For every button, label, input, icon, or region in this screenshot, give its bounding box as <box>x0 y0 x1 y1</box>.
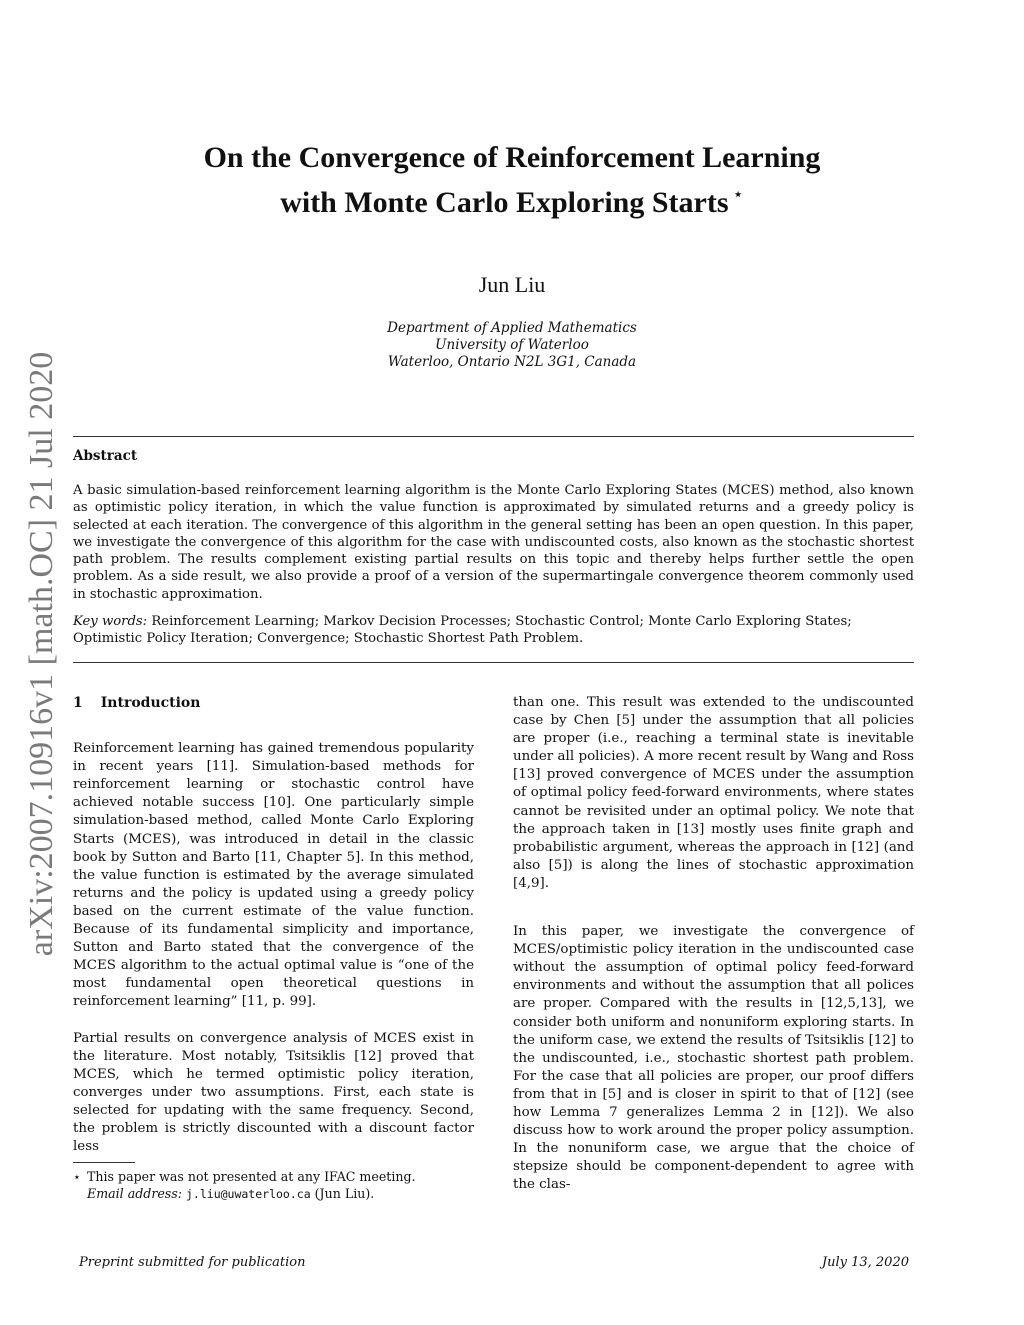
affiliation-line-1: Department of Applied Mathematics <box>387 320 637 336</box>
left-column <box>73 694 474 1174</box>
keywords-text: Reinforcement Learning; Markov Decision Processes; Stochastic Control; Monte Carlo Exploring States; Optimistic Policy Iteration; Convergence; Stochastic Shortest Path Problem. <box>73 614 852 647</box>
abstract-text: A basic simulation-based reinforcement learning algorithm is the Monte Carlo Exploring States (MCES) method, also known as optimistic policy iteration, in which the value function is approximated by simulated returns and a greedy policy is selected at each iteration. The convergence of this algorithm in the general setting has been an open question. In this paper, we investigate the convergence of this algorithm for the case with undiscounted costs, also known as the stochastic shortest path problem. The results complement existing partial results on this topic and thereby helps further settle the open problem. As a side result, we also provide a proof of a version of the supermartingale convergence theorem commonly used in stochastic approximation. <box>73 483 914 602</box>
title-line-2: with Monte Carlo Exploring Starts ⋆ <box>280 184 744 219</box>
footnote-rule <box>73 1162 135 1163</box>
footer-date: July 13, 2020 <box>821 1255 909 1270</box>
section-number: 1 <box>73 695 83 711</box>
affiliation-line-3: Waterloo, Ontario N2L 3G1, Canada <box>387 354 637 370</box>
affiliation-line-2: University of Waterloo <box>435 337 589 353</box>
title-line-1: On the Convergence of Reinforcement Learning <box>203 141 821 174</box>
abstract-top-rule <box>73 436 914 437</box>
arxiv-identifier <box>14 342 70 965</box>
footer-preprint-note: Preprint submitted for publication <box>79 1255 306 1270</box>
email-label: Email address: <box>87 1186 182 1201</box>
section-title: Introduction <box>100 695 201 711</box>
email-suffix: (Jun Liu). <box>314 1186 375 1201</box>
title-footnote-mark: ⋆ <box>732 184 744 204</box>
email-link[interactable]: j.liu@uwaterloo.ca <box>186 1187 311 1201</box>
intro-paragraph-4: In this paper, we investigate the convergence of MCES/optimistic policy iteration in the undiscounted case without the assumption of optimal policy feed-forward environments and without the assumption that all polices are proper. Compared with the results in [12,5,13], we consider both uniform and nonuniform exploring starts. In the uniform case, we extend the results of Tsitsiklis [12] to the undiscounted, i.e., stochastic shortest path problem. For the case that all policies are proper, our proof differs from that in [5] and is closer in spirit to that of [12] (see how Lemma 7 generalizes Lemma 2 in [12]). We also discuss how to work around the proper policy assumption. In the nonuniform case, we argue that the choice of stepsize should be component-dependent to agree with the clas- <box>513 924 914 1193</box>
affiliation <box>0 320 1024 371</box>
keywords-label: Key words: <box>73 614 148 629</box>
intro-paragraph-2: Partial results on convergence analysis of MCES exist in the literature. Most notably, Tsitsiklis [12] proved that MCES, which he termed optimistic policy iteration, converges under two assumptions. First, each state is selected for updating with the same frequency. Second, the problem is strictly discounted with a discount factor less <box>73 1030 474 1155</box>
paper-title <box>0 140 1024 221</box>
right-column <box>513 694 914 1212</box>
intro-paragraph-3: than one. This result was extended to the undiscounted case by Chen [5] under the assumption that all policies are proper (i.e., reaching a terminal state is inevitable under all policies). A more recent result by Wang and Ross [13] proved convergence of MCES under the assumption of optimal policy feed-forward environments, where states cannot be revisited under an optimal policy. We note that the approach taken in [13] mostly uses finite graph and probabilistic argument, whereas the approach in [12] (and also [5]) is along the lines of stochastic approximation [4,9]. <box>513 695 914 891</box>
footnote-line-2 <box>73 1185 474 1203</box>
intro-paragraph-1: Reinforcement learning has gained tremendous popularity in recent years [11]. Simulation-based methods for reinforcement learning or stochastic control have achieved notable success [10]. One particularly simple simulation-based method, called Monte Carlo Exploring Starts (MCES), was introduced in detail in the classic book by Sutton and Barto [11, Chapter 5]. In this method, the value function is estimated by the average simulated returns and the policy is updated using a greedy policy based on the current estimate of the value function. Because of its fundamental simplicity and importance, Sutton and Barto stated that the convergence of the MCES algorithm to the actual optimal value is “one of the most fundamental open theoretical questions in reinforcement learning” [11, p. 99]. <box>73 741 474 1010</box>
footnote-mark: ⋆ <box>73 1169 81 1184</box>
footnote <box>73 1168 474 1203</box>
abstract-heading: Abstract <box>73 448 138 464</box>
keywords <box>73 613 914 648</box>
abstract-bottom-rule <box>73 662 914 663</box>
section-heading <box>73 694 474 712</box>
footnote-text: This paper was not presented at any IFAC meeting. <box>87 1169 416 1184</box>
author-name: Jun Liu <box>478 272 546 297</box>
arxiv-identifier-text: arXiv:2007.10916v1 [math.OC] 21 Jul 2020 <box>23 351 60 956</box>
footnote-line-1 <box>73 1168 474 1185</box>
